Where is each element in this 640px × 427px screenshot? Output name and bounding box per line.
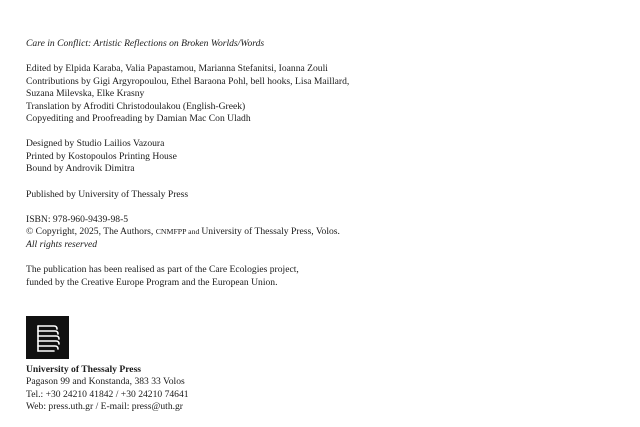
rights-reserved: All rights reserved bbox=[26, 238, 98, 250]
credit-line: Contributions by Gigi Argyropoulou, Ethel Baraona Pohl, bell hooks, Lisa Maillard, bbox=[26, 75, 350, 87]
production-block bbox=[26, 138, 626, 175]
credit-line: Edited by Elpida Karaba, Valia Papastamou, Marianna Stefanitsi, Ioanna Zouli bbox=[26, 63, 328, 75]
publisher-web: Web: press.uth.gr / E-mail: press@uth.gr bbox=[26, 401, 184, 413]
publisher-block bbox=[26, 364, 189, 414]
publisher-phone: Tel.: +30 24210 41842 / +30 24210 74641 bbox=[26, 388, 189, 400]
copyright-suffix: University of Thessaly Press, Volos. bbox=[201, 226, 340, 238]
rights-block bbox=[26, 214, 626, 251]
isbn: ISBN: 978-960-9439-98-5 bbox=[26, 214, 129, 226]
production-line: Bound by Androvik Dimitra bbox=[26, 163, 135, 175]
production-line: Designed by Studio Lailios Vazoura bbox=[26, 138, 165, 150]
funding-block bbox=[26, 264, 626, 289]
publisher-address: Pagason 99 and Konstanda, 383 33 Volos bbox=[26, 376, 185, 388]
book-title: Care in Conflict: Artistic Reflections on Broken Worlds/Words bbox=[26, 38, 265, 49]
copyright-connector: and bbox=[186, 227, 202, 237]
logo-graphic bbox=[26, 316, 69, 359]
copyright-line bbox=[26, 226, 626, 238]
book-stack-logo-icon bbox=[26, 316, 69, 359]
credit-line: Translation by Afroditi Christodoulakou (English-Greek) bbox=[26, 100, 246, 112]
copyright-prefix: © Copyright, 2025, The Authors, bbox=[26, 226, 156, 238]
credits-block bbox=[26, 63, 626, 125]
credit-line: Copyediting and Proofreading by Damian Mac Con Uladh bbox=[26, 113, 251, 125]
published-by: Published by University of Thessaly Press bbox=[26, 188, 189, 200]
publisher-name: University of Thessaly Press bbox=[26, 364, 142, 375]
colophon bbox=[26, 38, 626, 289]
funding-line: The publication has been realised as part of the Care Ecologies project, bbox=[26, 264, 299, 276]
funding-line: funded by the Creative Europe Program and the European Union. bbox=[26, 276, 278, 288]
credit-line: Suzana Milevska, Elke Krasny bbox=[26, 88, 145, 100]
copyright-org: CNMFPP bbox=[155, 227, 187, 237]
production-line: Printed by Kostopoulos Printing House bbox=[26, 150, 177, 162]
